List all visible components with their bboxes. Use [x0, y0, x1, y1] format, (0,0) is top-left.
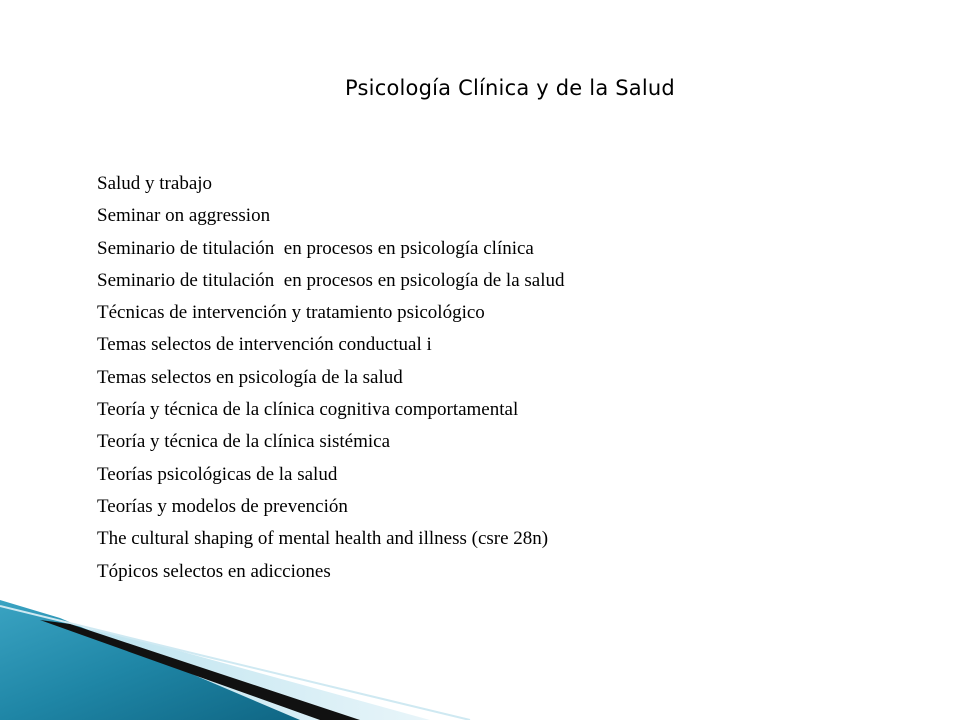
list-item: Teoría y técnica de la clínica cognitiva comportamental	[97, 399, 519, 421]
list-item: Técnicas de intervención y tratamiento psicológico	[97, 302, 485, 324]
list-item: Tópicos selectos en adicciones	[97, 560, 331, 582]
list-item: Salud y trabajo	[97, 173, 213, 194]
list-item: Seminario de titulación en procesos en psicología de la salud	[97, 269, 565, 291]
list-item: Temas selectos en psicología de la salud	[97, 366, 403, 388]
list-item: Temas selectos de intervención conductual i	[97, 334, 432, 356]
list-item: Teorías y modelos de prevención	[97, 495, 348, 517]
list-item: Teorías psicológicas de la salud	[97, 463, 338, 485]
course-list	[97, 168, 565, 588]
decorative-wave-graphic	[0, 600, 960, 720]
list-item: The cultural shaping of mental health and illness (csre 28n)	[97, 528, 549, 550]
list-item: Seminar on aggression	[97, 205, 271, 227]
slide-title: Psicología Clínica y de la Salud	[345, 76, 675, 100]
list-item: Teoría y técnica de la clínica sistémica	[97, 431, 391, 453]
list-item: Seminario de titulación en procesos en psicología clínica	[97, 237, 534, 259]
